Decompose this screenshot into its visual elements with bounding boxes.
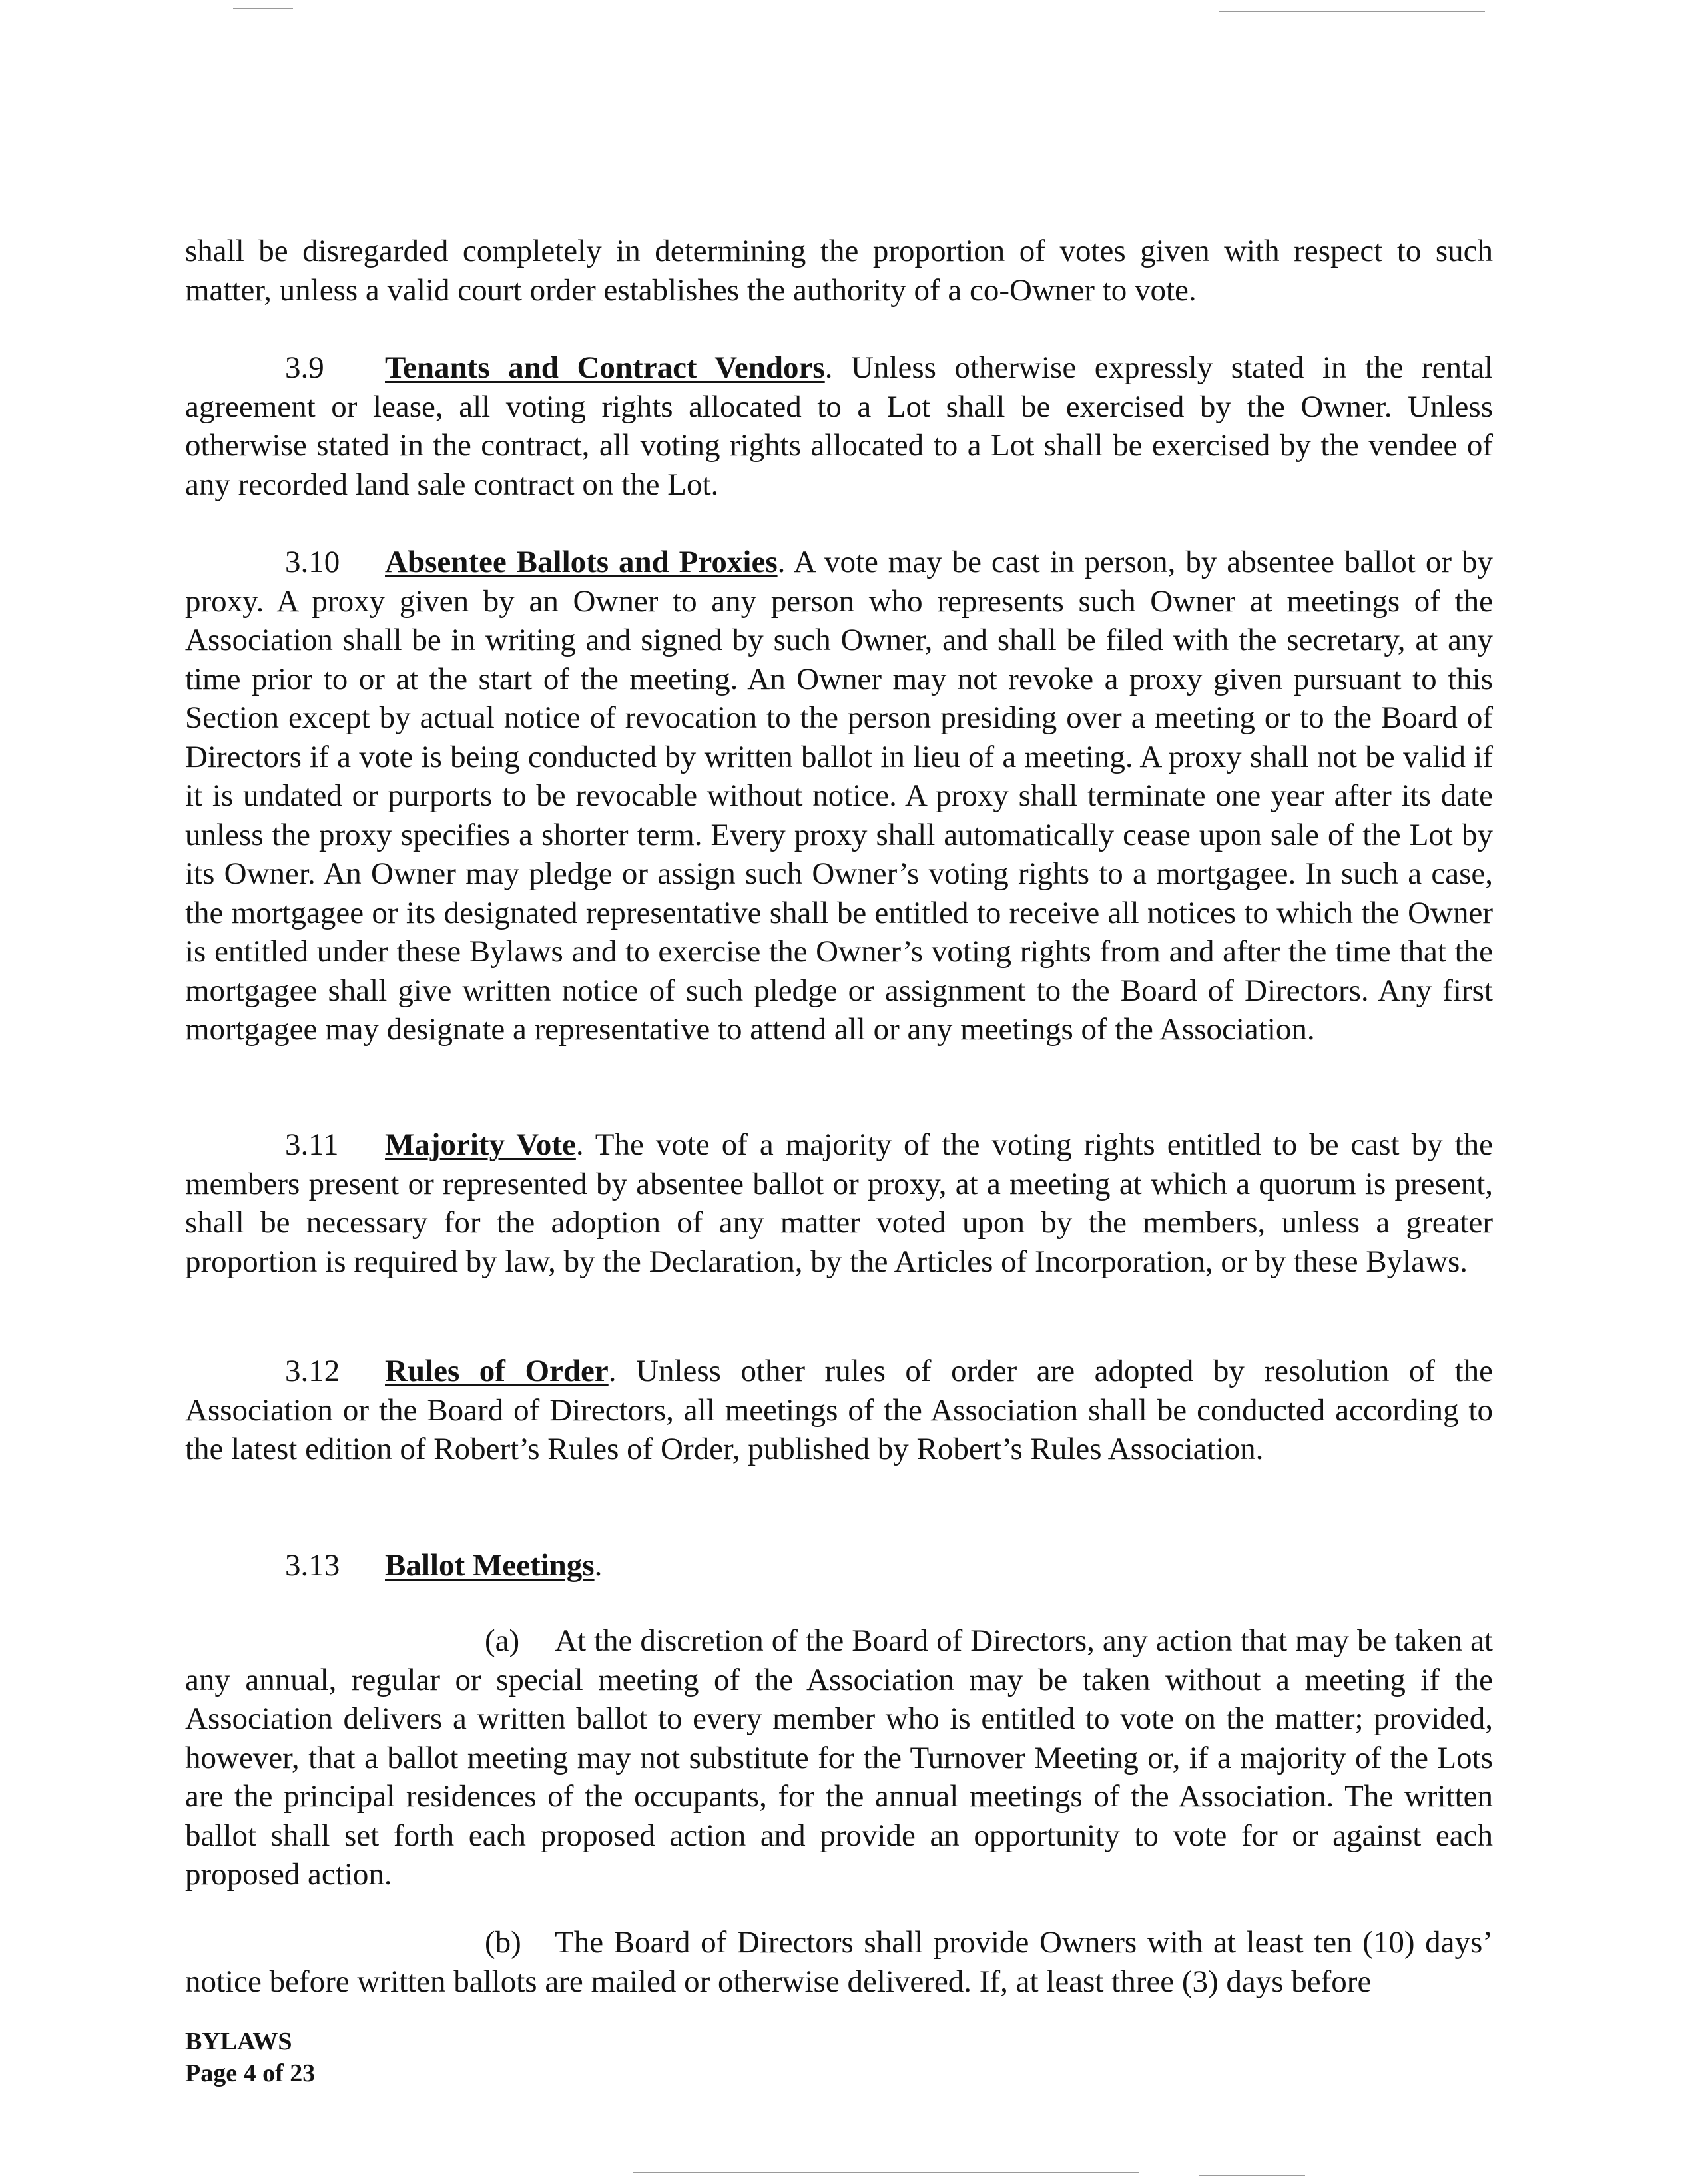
scan-artifact-top-left (233, 8, 293, 9)
section-title: Majority Vote (385, 1127, 576, 1162)
scan-artifact-bottom-right (1199, 2175, 1305, 2176)
section-body: A vote may be cast in person, by absentee ballot or by proxy. A proxy given by an Owner to any person who represents such Owner at meetings of the Association shall be in writing and signed by such Owner, and shall be filed with the secretary, at any time prior to or at the start of the meeting. An Owner may not revoke a proxy given pursuant to this Section except by actual notice of revocation to the person presiding over a meeting or to the Board of Directors if a vote is being conducted by written ballot in lieu of a meeting. A proxy shall not be valid if it is undated or purports to be revocable without notice. A proxy shall terminate one year after its date unless the proxy specifies a shorter term. Every proxy shall automatically cease upon sale of the Lot by its Owner. An Owner may pledge or assign such Owner’s voting rights to a mortgagee. In such a case, the mortgagee or its designated representative shall be entitled to receive all notices to which the Owner is entitled under these Bylaws and to exercise the Owner’s voting rights from and after the time that the mortgagee shall give written notice of such pledge or assignment to the Board of Directors. Any first mortgagee may designate a representative to attend all or any meetings of the Association. (185, 545, 1493, 1047)
section-number: 3.12 (285, 1354, 340, 1388)
section-3-12: 3.12 Rules of Order. Unless other rules of order are adopted by resolution of the Association or the Board of Directors, all meetings of the Association shall be conducted according to the latest edition of Robert’s Rules of Order, published by Robert’s Rules Association. (185, 1352, 1493, 1469)
section-title: Rules of Order (385, 1354, 609, 1388)
subsection-a (185, 1621, 1493, 1894)
intro-text: shall be disregarded completely in determining the proportion of votes given with respect to such matter, unless a valid court order establishes the authority of a co-Owner to vote. (185, 234, 1493, 308)
section-body: The vote of a majority of the voting rights entitled to be cast by the members present or represented by absentee ballot or proxy, at a meeting at which a quorum is present, shall be necessary for the adoption of any matter voted upon by the members, unless a greater proportion is required by law, by the Declaration, by the Articles of Incorporation, or by these Bylaws. (185, 1127, 1494, 1279)
section-body: Unless otherwise expressly stated in the rental agreement or lease, all voting rights allocated to a Lot shall be exercised by the Owner. Unless otherwise stated in the contract, all voting rights allocated to a Lot shall be exercised by the vendee of any recorded land sale contract on the Lot. (185, 350, 1493, 502)
section-number: 3.13 (285, 1548, 340, 1583)
section-3-9: 3.9 Tenants and Contract Vendors. Unless otherwise expressly stated in the rental agreement or lease, all voting rights allocated to a Lot shall be exercised by the Owner. Unless otherwise stated in the contract, all voting rights allocated to a Lot shall be exercised by the vendee of any recorded land sale contract on the Lot. (185, 348, 1493, 504)
subsection-label: (a) (485, 1623, 520, 1658)
intro-paragraph (185, 232, 1493, 310)
footer-page-number: Page 4 of 23 (185, 2059, 316, 2087)
section-body: Unless other rules of order are adopted by resolution of the Association or the Board of Directors, all meetings of the Association shall be conducted according to the latest edition of Robert’s Rules of Order, published by Robert’s Rules Association. (185, 1354, 1493, 1466)
section-number: 3.10 (285, 545, 340, 579)
section-3-13: 3.13 Ballot Meetings. (185, 1546, 1493, 1585)
page-footer (185, 2026, 315, 2089)
section-3-11: 3.11 Majority Vote. The vote of a majority of the voting rights entitled to be cast by the members present or represented by absentee ballot or proxy, at a meeting at which a quorum is present, shall be necessary for the adoption of any matter voted upon by the members, unless a greater proportion is required by law, by the Declaration, by the Articles of Incorporation, or by these Bylaws. (185, 1125, 1493, 1281)
section-title: Tenants and Contract Vendors (385, 350, 825, 385)
scan-artifact-bottom-center (633, 2172, 1139, 2173)
scan-artifact-top-right (1219, 11, 1485, 12)
subsection-body: At the discretion of the Board of Directors, any action that may be taken at any annual, regular or special meeting of the Association may be taken without a meeting if the Association delivers a written ballot to every member who is entitled to vote on the matter; provided, however, that a ballot meeting may not substitute for the Turnover Meeting or, if a majority of the Lots are the principal residences of the occupants, for the annual meetings of the Association. The written ballot shall set forth each proposed action and provide an opportunity to vote for or against each proposed action. (185, 1623, 1493, 1892)
section-title: Absentee Ballots and Proxies (385, 545, 778, 579)
subsection-b (185, 1923, 1493, 2001)
subsection-label: (b) (485, 1925, 521, 1960)
section-3-10: 3.10 Absentee Ballots and Proxies. A vote may be cast in person, by absentee ballot or by proxy. A proxy given by an Owner to any person who represents such Owner at meetings of the Association shall be in writing and signed by such Owner, and shall be filed with the secretary, at any time prior to or at the start of the meeting. An Owner may not revoke a proxy given pursuant to this Section except by actual notice of revocation to the person presiding over a meeting or to the Board of Directors if a vote is being conducted by written ballot in lieu of a meeting. A proxy shall not be valid if it is undated or purports to be revocable without notice. A proxy shall terminate one year after its date unless the proxy specifies a shorter term. Every proxy shall automatically cease upon sale of the Lot by its Owner. An Owner may pledge or assign such Owner’s voting rights to a mortgagee. In such a case, the mortgagee or its designated representative shall be entitled to receive all notices to which the Owner is entitled under these Bylaws and to exercise the Owner’s voting rights from and after the time that the mortgagee shall give written notice of such pledge or assignment to the Board of Directors. Any first mortgagee may designate a representative to attend all or any meetings of the Association. (185, 543, 1493, 1049)
subsection-body: The Board of Directors shall provide Owners with at least ten (10) days’ notice before written ballots are mailed or otherwise delivered. If, at least three (3) days before (185, 1925, 1493, 1999)
section-number: 3.11 (285, 1127, 339, 1162)
section-title: Ballot Meetings (385, 1548, 595, 1583)
footer-title: BYLAWS (185, 2028, 292, 2055)
section-number: 3.9 (285, 350, 324, 385)
